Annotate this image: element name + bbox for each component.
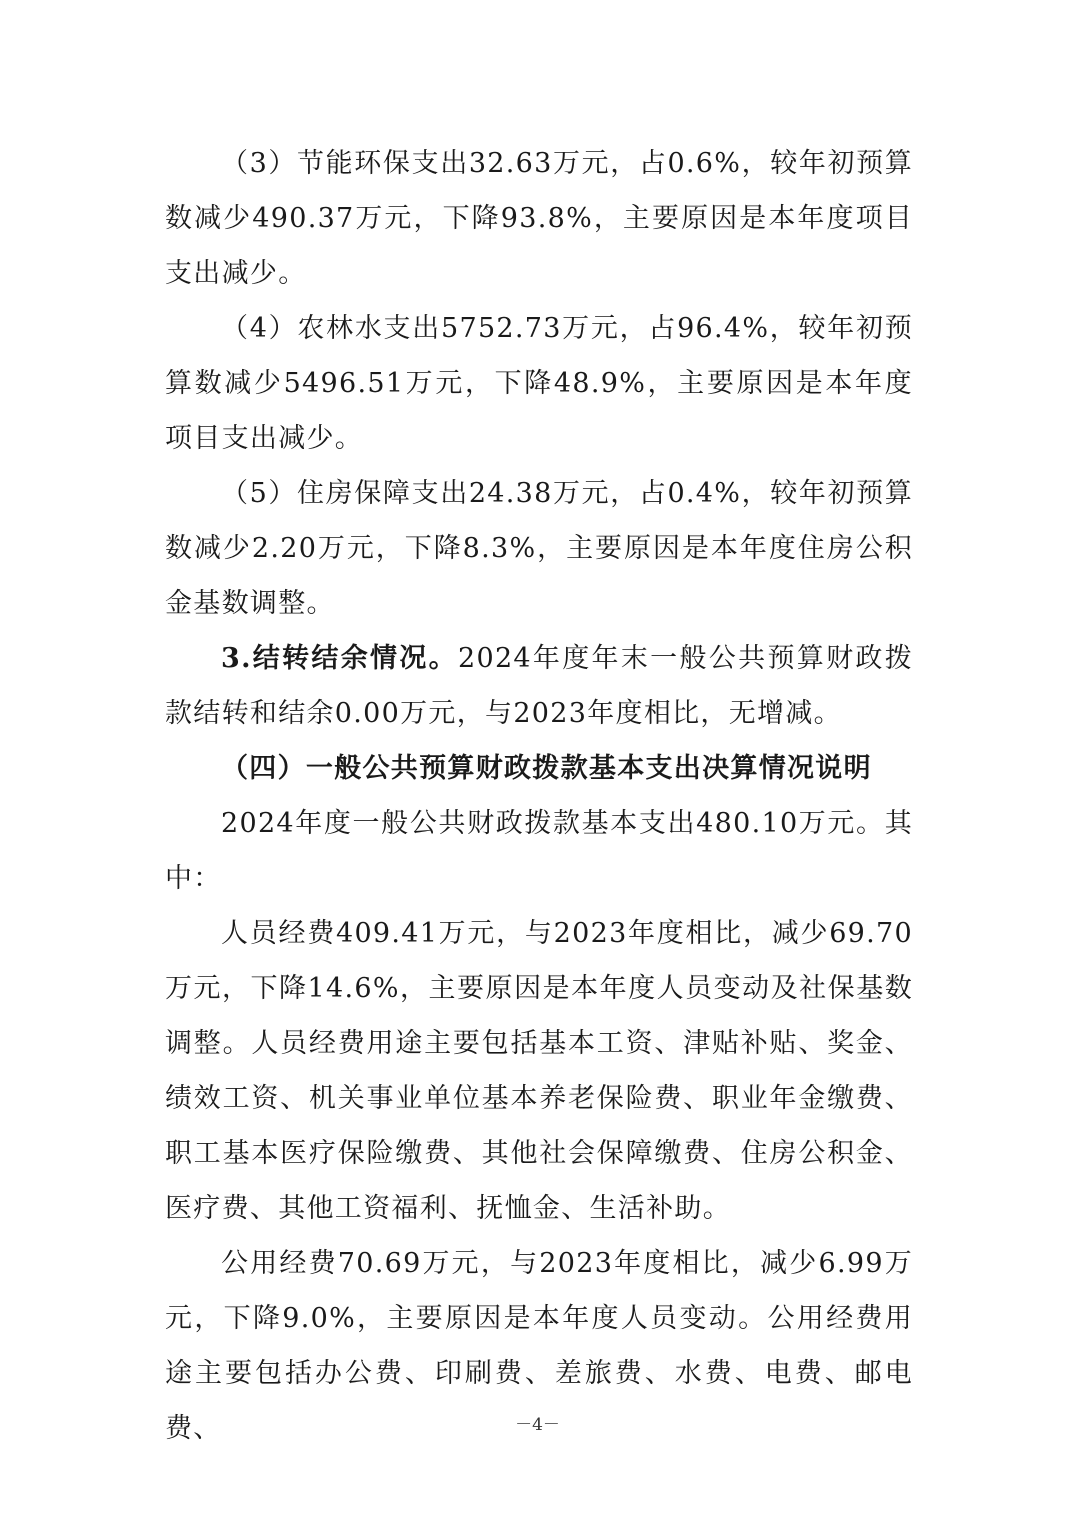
- section-heading: （四）一般公共预算财政拨款基本支出决算情况说明: [221, 753, 872, 784]
- paragraph-lead: 3.结转结余情况。: [221, 643, 458, 674]
- paragraph-text: （3）节能环保支出32.63万元，占0.6%，较年初预算数减少490.37万元，下降93.8%，主要原因是本年度项目支出减少。: [165, 148, 913, 289]
- document-body: [165, 136, 913, 1456]
- paragraph-housing-security: [165, 466, 913, 631]
- paragraph-text: （4）农林水支出5752.73万元，占96.4%，较年初预算数减少5496.51万元，下降48.9%，主要原因是本年度项目支出减少。: [165, 313, 913, 454]
- paragraph-text: 2024年度一般公共财政拨款基本支出480.10万元。其中：: [165, 808, 913, 894]
- paragraph-basic-expenditure: [165, 796, 913, 906]
- paragraph-personnel-funds: [165, 906, 913, 1236]
- paragraph-text: （5）住房保障支出24.38万元，占0.4%，较年初预算数减少2.20万元，下降8.3%，主要原因是本年度住房公积金基数调整。: [165, 478, 913, 619]
- paragraph-energy-conservation: [165, 136, 913, 301]
- paragraph-text: 2024年度年末一般公共预算财政拨款结转和结余0.00万元，与2023年度相比，无增减。: [165, 643, 913, 729]
- paragraph-carryover-balance: [165, 631, 913, 741]
- page-number: －4－: [515, 1415, 560, 1435]
- paragraph-text: 人员经费409.41万元，与2023年度相比，减少69.70万元，下降14.6%，主要原因是本年度人员变动及社保基数调整。人员经费用途主要包括基本工资、津贴补贴、奖金、绩效工资、机关事业单位基本养老保险费、职业年金缴费、职工基本医疗保险缴费、其他社会保障缴费、住房公积金、医疗费、其他工资福利、抚恤金、生活补助。: [165, 918, 913, 1224]
- paragraph-agriculture-forestry-water: [165, 301, 913, 466]
- paragraph-text: 公用经费70.69万元，与2023年度相比，减少6.99万元，下降9.0%，主要原因是本年度人员变动。公用经费用途主要包括办公费、印刷费、差旅费、水费、电费、邮电费、: [165, 1248, 913, 1444]
